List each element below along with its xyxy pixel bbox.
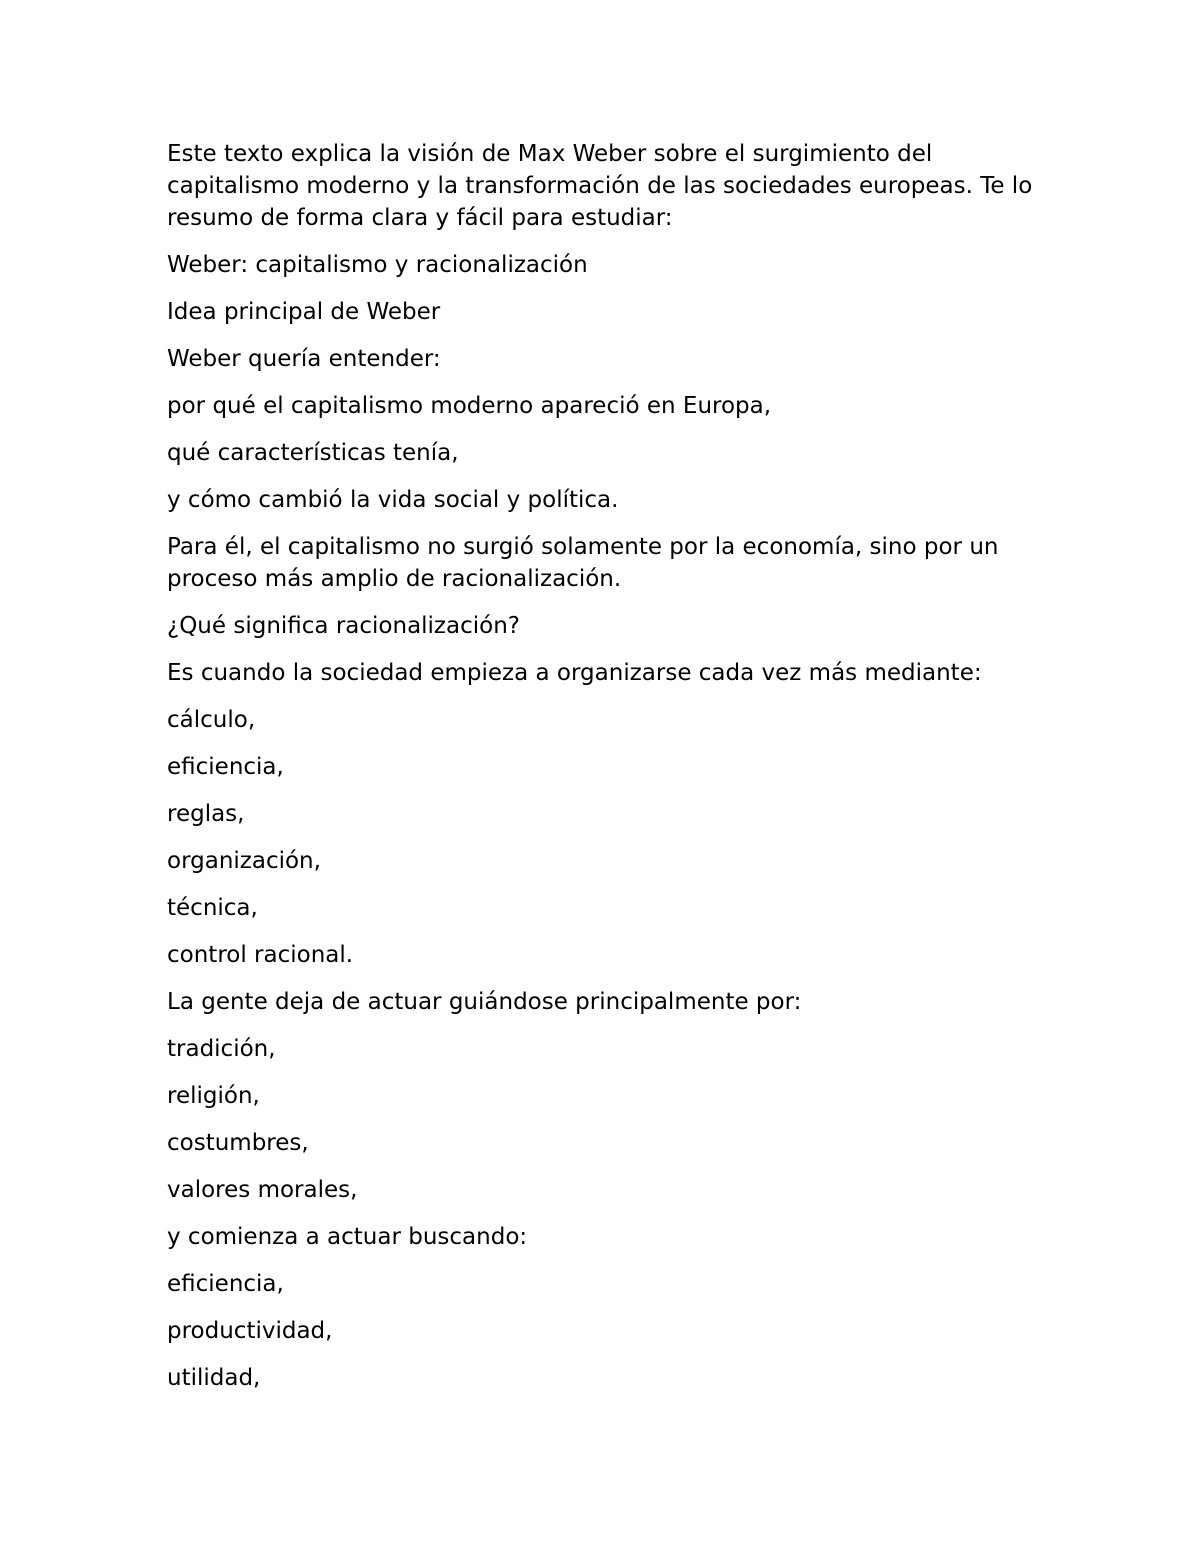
- list-item: tradición,: [167, 1036, 276, 1062]
- list-item: religión,: [167, 1083, 260, 1109]
- list-item: organización,: [167, 848, 321, 874]
- list-item: por qué el capitalismo moderno apareció en Europa,: [167, 393, 772, 419]
- list-item: control racional.: [167, 942, 354, 968]
- document-body: [167, 138, 1047, 1409]
- list-item: eficiencia,: [167, 754, 284, 780]
- section-heading: Weber: capitalismo y racionalización: [167, 252, 588, 278]
- subsection-heading: Idea principal de Weber: [167, 299, 441, 325]
- list-item: técnica,: [167, 895, 258, 921]
- subsection-heading: ¿Qué significa racionalización?: [167, 613, 520, 639]
- list-item: valores morales,: [167, 1177, 358, 1203]
- list-item: reglas,: [167, 801, 245, 827]
- paragraph: Es cuando la sociedad empieza a organizarse cada vez más mediante:: [167, 660, 982, 686]
- list-item: eficiencia,: [167, 1271, 284, 1297]
- paragraph: Para él, el capitalismo no surgió solamente por la economía, sino por un proceso más amplio de racionalización.: [167, 534, 999, 592]
- paragraph: Weber quería entender:: [167, 346, 441, 372]
- paragraph: y comienza a actuar buscando:: [167, 1224, 528, 1250]
- paragraph: La gente deja de actuar guiándose principalmente por:: [167, 989, 802, 1015]
- list-item: y cómo cambió la vida social y política.: [167, 487, 619, 513]
- list-item: qué características tenía,: [167, 440, 459, 466]
- list-item: costumbres,: [167, 1130, 309, 1156]
- list-item: cálculo,: [167, 707, 256, 733]
- list-item: utilidad,: [167, 1365, 261, 1391]
- list-item: productividad,: [167, 1318, 333, 1344]
- intro-paragraph: Este texto explica la visión de Max Weber sobre el surgimiento del capitalismo moderno y la transformación de las sociedades europeas. Te lo resumo de forma clara y fácil para estudiar:: [167, 141, 1033, 231]
